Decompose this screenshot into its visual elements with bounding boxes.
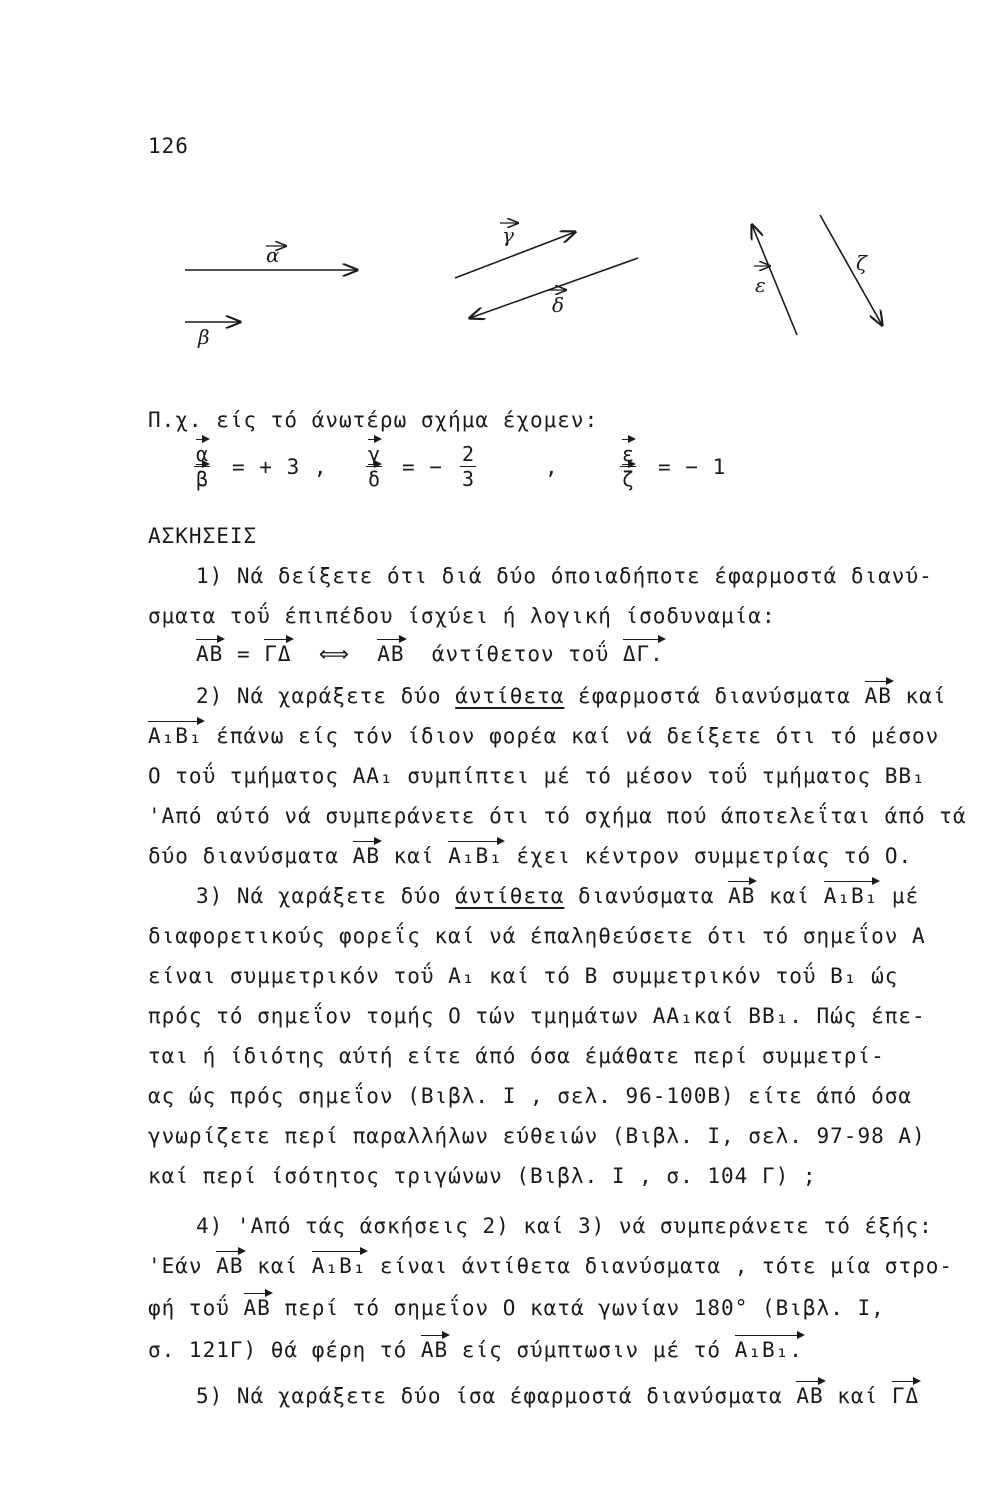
- ex2-vec-AB: AB: [864, 684, 892, 708]
- ex2-l1a: 2) Νά χαράξετε δύο: [196, 684, 442, 708]
- ex3-l1a: 3) Νά χαράξετε δύο: [196, 884, 442, 908]
- ex4-line2: [148, 1254, 953, 1278]
- ex4-vec-A1B1-2: A₁B₁.: [734, 1338, 803, 1362]
- ex3-line6: ας ώς πρός σημεΐον (Βιβλ. Ι , σελ. 96-100Β) είτε άπό όσα: [148, 1084, 913, 1108]
- ratio2-value: = −: [402, 455, 443, 479]
- ex5-l1b: καί: [837, 1384, 879, 1408]
- ex3-line3: είναι συμμετρικόν τοΰ Α₁ καί τό Β συμμετρικόν τοΰ Β₁ ώς: [148, 964, 899, 988]
- ratio-num-alpha: α: [196, 442, 209, 466]
- ex2-l5c: έχει κέντρον συμμετρίας τό Ο.: [516, 844, 913, 868]
- ratio-alpha-beta: [194, 442, 210, 491]
- ex1-line3: [196, 642, 664, 666]
- label-gamma: γ: [502, 223, 514, 247]
- ex4-l4b: είς σύμπτωσιν μέ τό: [461, 1338, 722, 1362]
- vec-AB-2: AB: [377, 642, 405, 666]
- ratio-num-epsilon: ε: [622, 442, 635, 466]
- ex2-l1b: έφαρμοστά διανύσματα: [578, 684, 851, 708]
- ex4-l3b: περί τό σημεΐον Ο κατά γωνίαν 180° (Βιβλ. Ι,: [284, 1296, 885, 1320]
- ex4-line3: [148, 1296, 885, 1320]
- ex3-vec-A1B1: A₁B₁: [823, 884, 879, 908]
- ratio-den-delta: δ: [368, 467, 381, 491]
- exercises-heading: ΑΣΚΗΣΕΙΣ: [148, 524, 258, 548]
- vector-figure: [0, 0, 998, 420]
- ratio2-fraction: [460, 442, 476, 491]
- ex3-line5: ται ή ίδιότης αύτή είτε άπό όσα έμάθατε περί συμμετρί-: [148, 1044, 885, 1068]
- ex5-l1a: 5) Νά χαράξετε δύο ίσα έφαρμοστά διανύσματα: [196, 1384, 783, 1408]
- iff-symbol: ⟺: [318, 642, 350, 666]
- ex3-vec-AB: AB: [728, 884, 756, 908]
- ex2-vec-A1B1-2: A₁B₁: [448, 844, 503, 868]
- ratio-num-gamma: γ: [368, 442, 381, 466]
- ex4-l2c: είναι άντίθετα διανύσματα , τότε μία στρο-: [380, 1254, 954, 1278]
- ex4-line4: [148, 1338, 803, 1362]
- ex3-l1d: μέ: [891, 884, 920, 908]
- ex1-text: άντίθετον τοΰ: [431, 642, 610, 666]
- ex4-vec-AB-3: AB: [420, 1338, 449, 1362]
- ex5-vec-AB: AB: [796, 1384, 824, 1408]
- vector-zeta-line: [820, 215, 882, 325]
- ratio-gamma-delta: [366, 442, 382, 491]
- ex1-equals: =: [236, 642, 251, 666]
- ratio2-comma: ,: [545, 455, 559, 479]
- ex3-line2: διαφορετικούς φορεΐς καί νά έπαληθεύσετε ότι τό σημεΐον Α: [148, 924, 926, 948]
- ex2-l1c: καί: [905, 684, 947, 708]
- ratio-den-beta: β: [196, 467, 209, 491]
- example-intro: Π.χ. είς τό άνωτέρω σχήμα έχομεν:: [148, 408, 599, 432]
- ex2-vec-A1B1: A₁B₁: [148, 724, 203, 748]
- ex2-vec-AB-2: AB: [352, 844, 380, 868]
- ex4-vec-A1B1: A₁B₁: [311, 1254, 367, 1278]
- ex5-vec-GD: ΓΔ: [891, 1384, 920, 1408]
- label-epsilon: ε: [755, 273, 766, 297]
- ex4-vec-AB-2: AB: [243, 1296, 271, 1320]
- ex3-line8: καί περί ίσότητος τριγώνων (Βιβλ. Ι , σ. 104 Γ) ;: [148, 1164, 817, 1188]
- ex3-l1b: διανύσματα: [578, 884, 715, 908]
- label-delta: δ: [552, 293, 565, 317]
- ex4-vec-AB: AB: [216, 1254, 244, 1278]
- ex4-l2a: 'Εάν: [148, 1254, 203, 1278]
- ex3-l1c: καί: [769, 884, 811, 908]
- ex3-underlined: άντίθετα: [455, 884, 565, 908]
- ex5-line1: [196, 1384, 919, 1408]
- ex3-line4: πρός τό σημεΐον τομής Ο τών τμημάτων ΑΑ₁καί ΒΒ₁. Πώς έπε-: [148, 1004, 926, 1028]
- ex3-line7: γνωρίζετε περί παραλλήλων εύθειών (Βιβλ. Ι, σελ. 97-98 Α): [148, 1124, 926, 1148]
- vec-DG: ΔΓ.: [622, 642, 664, 666]
- label-alpha: α: [266, 243, 280, 267]
- vec-GD: ΓΔ: [264, 642, 292, 666]
- ratio-den-zeta: ζ: [622, 467, 635, 491]
- ex1-line2: σματα τοΰ έπιπέδου ίσχύει ή λογική ίσοδυναμία:: [148, 604, 776, 628]
- ex2-line5: [148, 844, 912, 868]
- ex3-line1: [196, 884, 919, 908]
- ex2-line3: Ο τοΰ τμήματος ΑΑ₁ συμπίπτει μέ τό μέσον τοΰ τμήματος ΒΒ₁: [148, 764, 926, 788]
- vec-AB: AB: [196, 642, 224, 666]
- page-number: 126: [148, 134, 189, 158]
- ex4-line1: 4) 'Από τάς άσκήσεις 2) καί 3) νά συμπεράνετε τό έξής:: [196, 1214, 933, 1238]
- ex2-l2: έπάνω είς τόν ίδιον φορέα καί νά δείξετε ότι τό μέσον: [216, 724, 940, 748]
- ex2-l5b: καί: [393, 844, 435, 868]
- ex2-line2: [148, 724, 939, 748]
- ex4-l3a: φή τοΰ: [148, 1296, 230, 1320]
- label-beta: β: [198, 325, 210, 349]
- ex1-line1: 1) Νά δείξετε ότι διά δύο όποιαδήποτε έφαρμοστά διανύ-: [196, 564, 933, 588]
- ex2-line4: 'Από αύτό νά συμπεράνετε ότι τό σχήμα πού άποτελεΐται άπό τά: [148, 804, 967, 828]
- vector-gamma-line: [455, 232, 575, 278]
- ex4-l2b: καί: [257, 1254, 299, 1278]
- label-zeta: ζ: [856, 251, 867, 275]
- ex2-underlined: άντίθετα: [455, 684, 565, 708]
- ratio1-value: = + 3 ,: [232, 455, 328, 479]
- ratio-epsilon-zeta: [620, 442, 636, 491]
- ex4-l4a: σ. 121Γ) θά φέρη τό: [148, 1338, 408, 1362]
- ex2-l5a: δύο διανύσματα: [148, 844, 340, 868]
- ex2-line1: [196, 684, 946, 708]
- ratio2-frac-den: 3: [462, 467, 475, 491]
- ratio3-value: = − 1: [658, 455, 727, 479]
- ratio2-frac-num: 2: [462, 442, 475, 466]
